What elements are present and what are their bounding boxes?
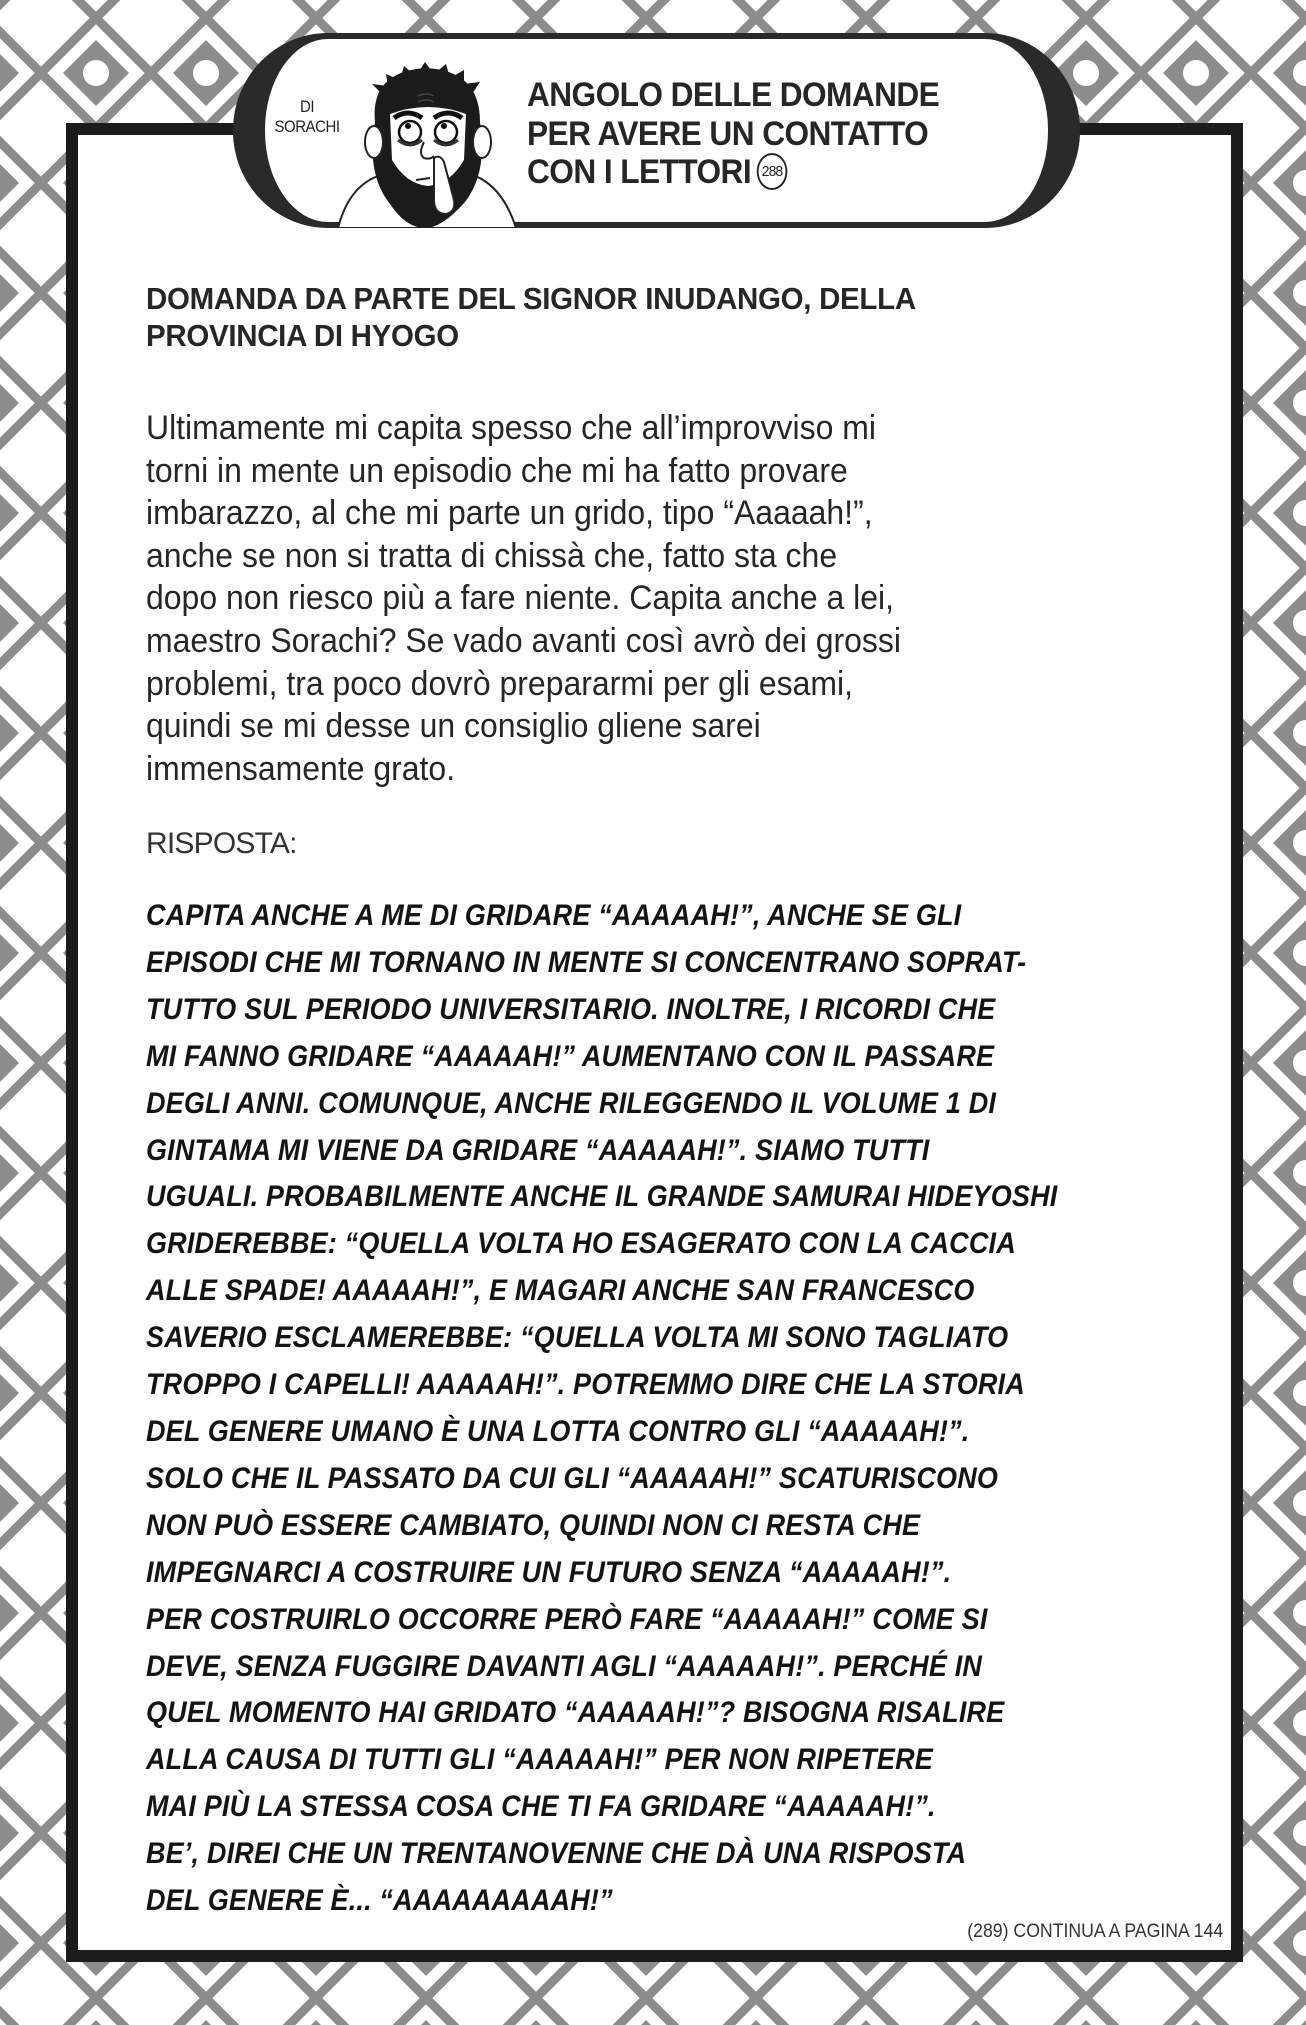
issue-number-badge: 288 bbox=[757, 153, 788, 190]
answer-line: DEL GENERE È... “AAAAAAAAAH!” bbox=[146, 1884, 613, 1918]
answer-line: GINTAMA MI VIENE DA GRIDARE “AAAAAH!”. SIAMO TUTTI bbox=[146, 1133, 930, 1167]
title-line-3 bbox=[527, 153, 939, 193]
question-line: dopo non riesco più a fare niente. Capita anche a lei, bbox=[146, 579, 895, 618]
question-heading bbox=[146, 280, 916, 354]
question-line: maestro Sorachi? Se vado avanti così avrò dei grossi bbox=[146, 621, 901, 660]
answer-line: MAI PIÙ LA STESSA COSA CHE TI FA GRIDARE “AAAAAH!”. bbox=[146, 1790, 936, 1824]
title-line-1: ANGOLO DELLE DOMANDE bbox=[527, 76, 940, 114]
byline-sorachi: SORACHI bbox=[274, 117, 340, 136]
question-heading-line: DOMANDA DA PARTE DEL SIGNOR INUDANGO, DELLA bbox=[146, 281, 916, 316]
answer-line: DEGLI ANNI. COMUNQUE, ANCHE RILEGGENDO IL VOLUME 1 DI bbox=[146, 1086, 997, 1120]
answer-line: BE’, DIREI CHE UN TRENTANOVENNE CHE DÀ UNA RISPOSTA bbox=[146, 1837, 967, 1871]
answer-line: DEVE, SENZA FUGGIRE DAVANTI AGLI “AAAAAH!”. PERCHÉ IN bbox=[146, 1649, 983, 1683]
answer-line: ALLA CAUSA DI TUTTI GLI “AAAAAH!” PER NON RIPETERE bbox=[146, 1743, 933, 1777]
answer-line: IMPEGNARCI A COSTRUIRE UN FUTURO SENZA “AAAAAH!”. bbox=[146, 1555, 952, 1589]
answer-line: DEL GENERE UMANO È UNA LOTTA CONTRO GLI “AAAAAH!”. bbox=[146, 1414, 970, 1448]
title-line-3-text: CON I LETTORI bbox=[527, 153, 752, 191]
answer-line: GRIDEREBBE: “QUELLA VOLTA HO ESAGERATO CON LA CACCIA bbox=[146, 1227, 1016, 1261]
answer-line: TROPPO I CAPELLI! AAAAAH!”. POTREMMO DIRE CHE LA STORIA bbox=[146, 1368, 1025, 1402]
question-line: quindi se mi desse un consiglio gliene sarei bbox=[146, 707, 761, 746]
byline-di: DI bbox=[299, 97, 315, 116]
answer-line: PER COSTRUIRLO OCCORRE PERÒ FARE “AAAAAH!” COME SI bbox=[146, 1602, 988, 1636]
question-heading-line: PROVINCIA DI HYOGO bbox=[146, 318, 459, 353]
answer-line: TUTTO SUL PERIODO UNIVERSITARIO. INOLTRE, I RICORDI CHE bbox=[146, 992, 996, 1026]
question-line: immensamente grato. bbox=[146, 749, 456, 788]
answer-line: UGUALI. PROBABILMENTE ANCHE IL GRANDE SAMURAI HIDEYOSHI bbox=[146, 1180, 1058, 1214]
question-line: torni in mente un episodio che mi ha fatto provare bbox=[146, 451, 848, 490]
title-line-2: PER AVERE UN CONTATTO bbox=[527, 114, 929, 153]
question-line: anche se non si tratta di chissà che, fatto sta che bbox=[146, 536, 838, 575]
answer-line: QUEL MOMENTO HAI GRIDATO “AAAAAH!”? BISOGNA RISALIRE bbox=[146, 1696, 1005, 1730]
answer-line: MI FANNO GRIDARE “AAAAAH!” AUMENTANO CON IL PASSARE bbox=[146, 1039, 995, 1073]
answer-label: RISPOSTA: bbox=[146, 827, 297, 860]
question-line: problemi, tra poco dovrò prepararmi per gli esami, bbox=[146, 664, 853, 703]
answer-line: ALLE SPADE! AAAAAH!”, E MAGARI ANCHE SAN FRANCESCO bbox=[146, 1274, 975, 1308]
answer-line: SOLO CHE IL PASSATO DA CUI GLI “AAAAAH!” SCATURISCONO bbox=[146, 1461, 999, 1495]
continuation-note: (289) CONTINUA A PAGINA 144 bbox=[967, 1921, 1223, 1942]
answer-line: SAVERIO ESCLAMEREBBE: “QUELLA VOLTA MI SONO TAGLIATO bbox=[146, 1321, 1009, 1355]
question-line: Ultimamente mi capita spesso che all’improvviso mi bbox=[146, 409, 876, 447]
author-portrait-icon bbox=[330, 62, 520, 228]
question-line: imbarazzo, al che mi parte un grido, tipo “Aaaaah!”, bbox=[146, 494, 873, 533]
answer-line: CAPITA ANCHE A ME DI GRIDARE “AAAAAH!”, ANCHE SE GLI bbox=[146, 899, 962, 932]
answer-body bbox=[146, 893, 1057, 1925]
answer-line: NON PUÒ ESSERE CAMBIATO, QUINDI NON CI RESTA CHE bbox=[146, 1508, 921, 1542]
page-title bbox=[527, 76, 939, 193]
question-body bbox=[146, 407, 901, 790]
answer-line: EPISODI CHE MI TORNANO IN MENTE SI CONCENTRANO SOPRAT- bbox=[146, 945, 1027, 979]
